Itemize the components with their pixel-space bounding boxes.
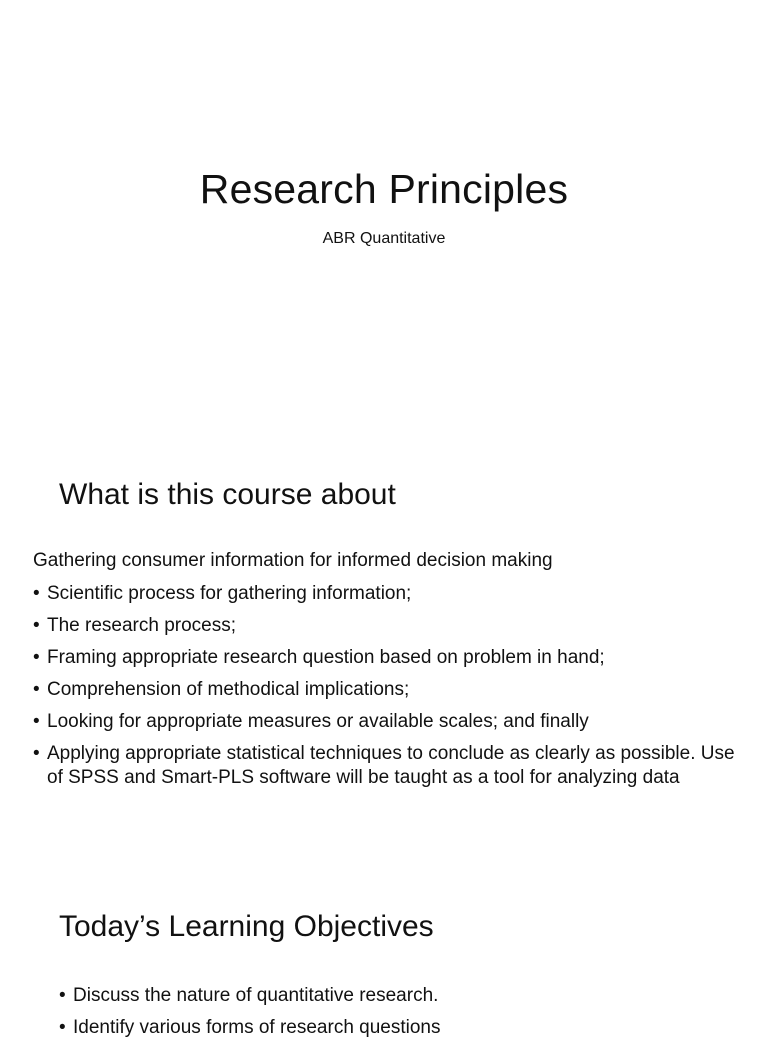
slide-heading: Today’s Learning Objectives [59, 910, 434, 943]
bullet-dot-icon: • [59, 985, 66, 1006]
list-item [33, 742, 753, 790]
bullet-dot-icon: • [59, 1017, 66, 1038]
bullet-dot-icon: • [33, 647, 40, 668]
bullet-dot-icon: • [33, 615, 40, 636]
list-item [33, 614, 753, 638]
list-item [33, 646, 753, 670]
bullet-dot-icon: • [33, 679, 40, 700]
list-item [33, 710, 753, 734]
course-about-slide [0, 430, 768, 860]
list-item-text: Discuss the nature of quantitative research. [73, 985, 439, 1006]
list-item-text: Scientific process for gathering information; [47, 583, 412, 604]
lead-text: Gathering consumer information for informed decision making [33, 550, 553, 571]
list-item-text: Looking for appropriate measures or available scales; and finally [47, 711, 589, 732]
list-item [59, 984, 749, 1008]
title-slide [0, 0, 768, 430]
list-item-text: Framing appropriate research question based on problem in hand; [47, 647, 605, 668]
bullet-list [59, 984, 749, 1048]
list-item [33, 678, 753, 702]
bullet-dot-icon: • [33, 583, 40, 604]
bullet-dot-icon: • [33, 743, 40, 764]
bullet-list [33, 582, 753, 798]
list-item-text: Applying appropriate statistical techniques to conclude as clearly as possible. Use of SPSS and Smart-PLS software will be taught as a tool for analyzing data [47, 743, 735, 788]
slide-heading: What is this course about [59, 478, 396, 511]
list-item-text: Identify various forms of research questions [73, 1017, 441, 1038]
presentation-title: Research Principles [199, 166, 569, 212]
list-item-text: Comprehension of methodical implications; [47, 679, 410, 700]
list-item [33, 582, 753, 606]
list-item-text: The research process; [47, 615, 237, 636]
bullet-dot-icon: • [33, 711, 40, 732]
learning-objectives-slide [0, 860, 768, 1038]
presentation-subtitle: ABR Quantitative [322, 230, 446, 247]
list-item [59, 1016, 749, 1040]
